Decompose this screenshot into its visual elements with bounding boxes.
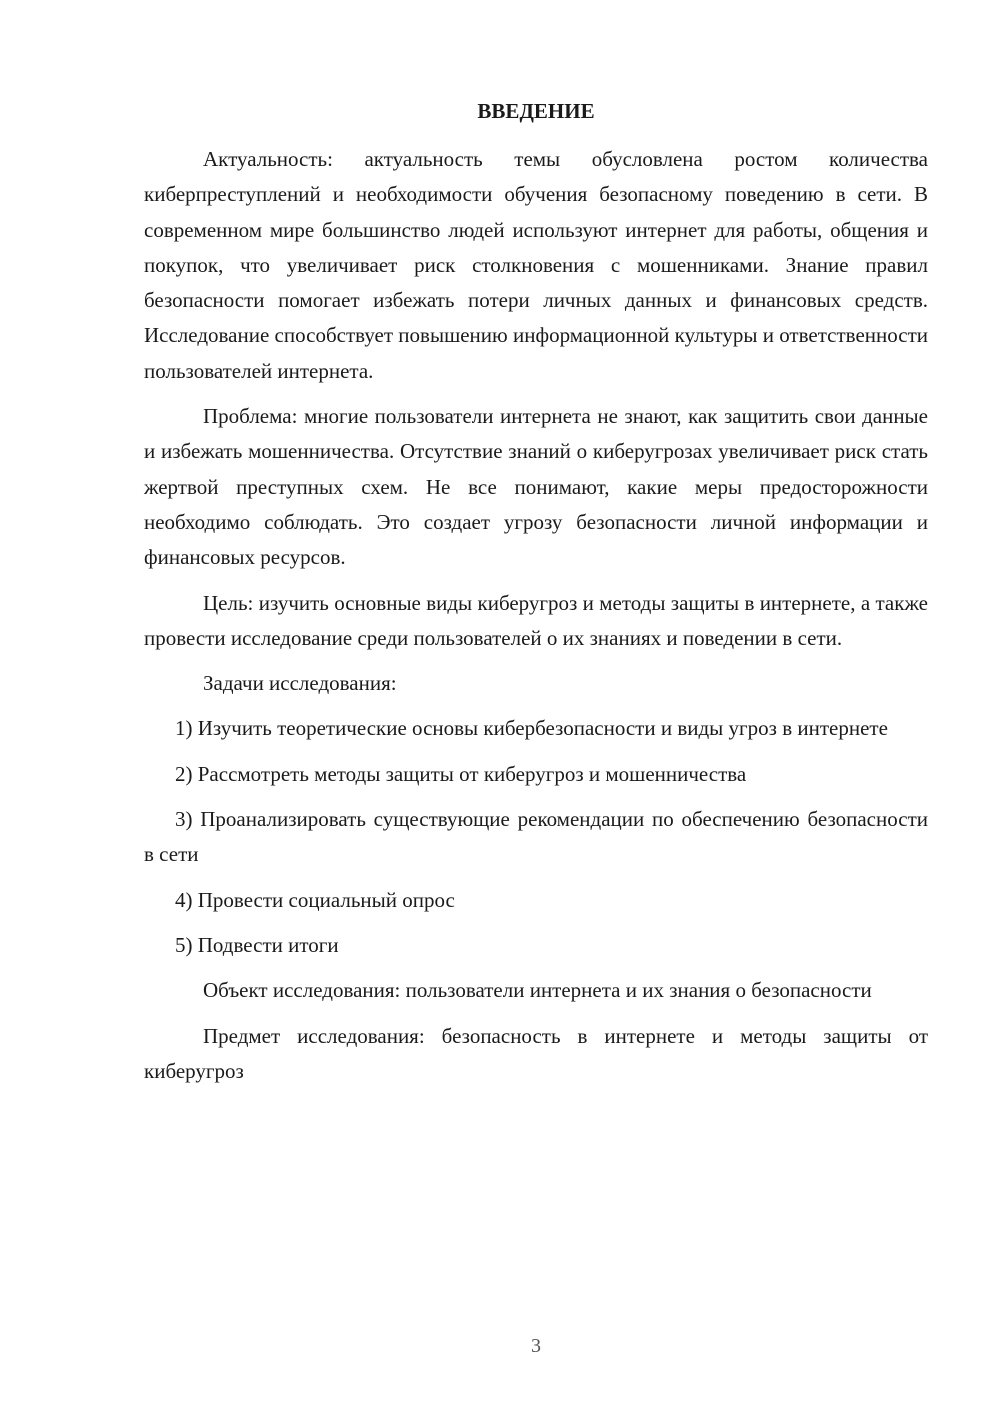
task-item-3: 3) Проанализировать существующие рекомендации по обеспечению безопасности в сети: [144, 807, 928, 867]
paragraph-problem: Проблема: многие пользователи интернета не знают, как защитить свои данные и избежать мошенничества. Отсутствие знаний о киберугрозах увеличивает риск стать жертвой преступных схем. Не все понимают, какие меры предосторожности необходимо соблюдать. Это создает угрозу безопасности личной информации и финансовых ресурсов.: [144, 404, 928, 570]
tasks-heading: Задачи исследования:: [203, 671, 397, 696]
paragraph-object: Объект исследования: пользователи интернета и их знания о безопасности: [203, 978, 872, 1003]
paragraph-subject: Предмет исследования: безопасность в интернете и методы защиты от киберугроз: [144, 1023, 928, 1083]
paragraph-goal: Цель: изучить основные виды киберугроз и методы защиты в интернете, а также провести исследование среди пользователей о их знаниях и поведении в сети.: [144, 590, 928, 650]
task-item-4: 4) Провести социальный опрос: [175, 887, 455, 912]
task-item-2: 2) Рассмотреть методы защиты от киберугроз и мошенничества: [175, 761, 747, 786]
page-number: [144, 1333, 928, 1359]
page-number-label: 3: [531, 1335, 541, 1357]
document-page: [144, 0, 928, 1414]
document-body: [144, 142, 928, 1099]
page-title: ВВЕДЕНИЕ: [477, 99, 595, 123]
paragraph-relevance: Актуальность: актуальность темы обусловлена ростом количества киберпреступлений и необходимости обучения безопасному поведению в сети. В современном мире большинство людей используют интернет для работы, общения и покупок, что увеличивает риск столкновения с мошенниками. Знание правил безопасности помогает избежать потери личных данных и финансовых средств. Исследование способствует повышению информационной культуры и ответственности пользователей интернета.: [144, 147, 928, 383]
task-item-1: 1) Изучить теоретические основы кибербезопасности и виды угроз в интернете: [175, 716, 888, 741]
task-item-5: 5) Подвести итоги: [175, 932, 339, 957]
